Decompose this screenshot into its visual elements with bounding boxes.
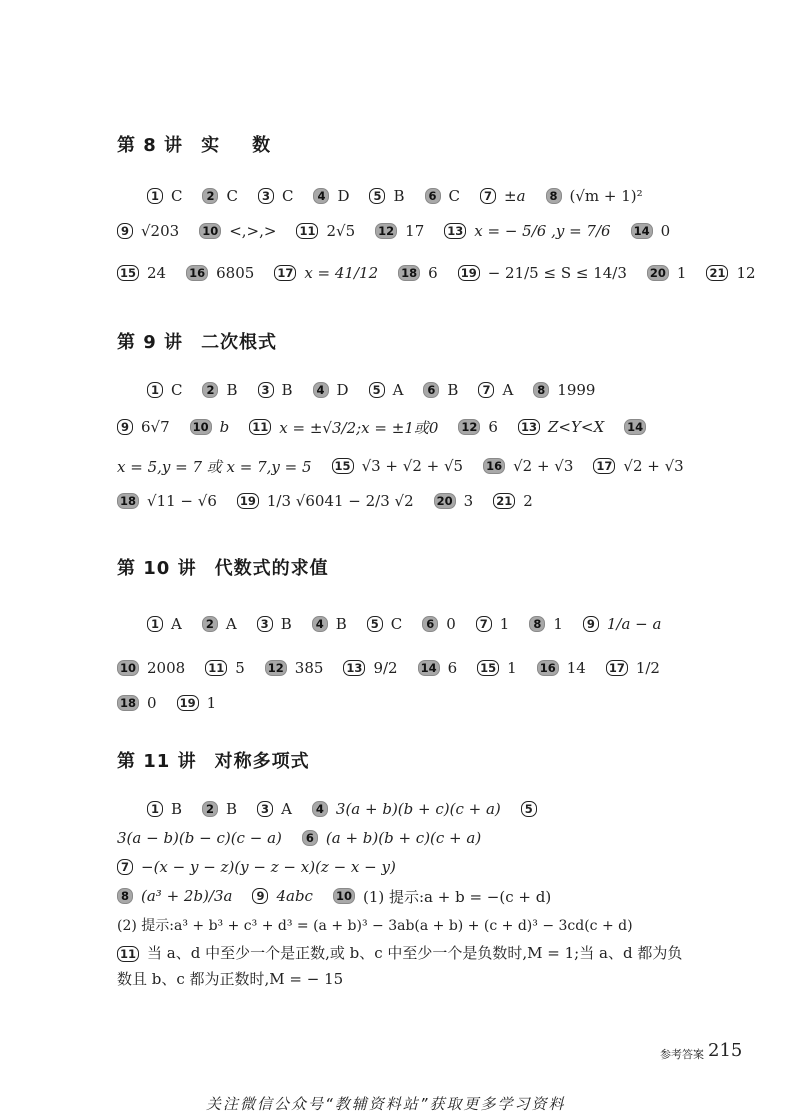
s10-q11-answer: 5 xyxy=(235,659,245,677)
s10-q9-answer: 1/a − a xyxy=(606,615,662,633)
s8-line-3 xyxy=(117,256,756,290)
s9-q6-number: 6 xyxy=(423,382,439,398)
s11-q1-number: 1 xyxy=(147,801,163,817)
s8-q11-number: 11 xyxy=(296,223,318,239)
section-10-number: 第 10 讲 xyxy=(117,558,197,579)
s11-q10-answer-part2: (2) 提示:a³ + b³ + c³ + d³ = (a + b)³ − 3ab(a + b) + (c + d)³ − 3cd(c + d) xyxy=(117,918,633,934)
s9-q8-answer: 1999 xyxy=(557,381,596,399)
s11-q6-number: 6 xyxy=(302,830,318,846)
s10-q19-number: 19 xyxy=(177,695,199,711)
s10-q9-number: 9 xyxy=(583,616,599,632)
s11-q9-number: 9 xyxy=(252,888,268,904)
s11-line-5 xyxy=(117,908,633,942)
s9-q10-number: 10 xyxy=(190,419,212,435)
s9-q16-answer: √2 + √3 xyxy=(513,457,574,475)
s10-line-1 xyxy=(117,607,661,641)
s11-q10-number: 10 xyxy=(333,888,355,904)
s8-q7-number: 7 xyxy=(480,188,496,204)
s8-q15-number: 15 xyxy=(117,265,139,281)
s10-q13-number: 13 xyxy=(343,660,365,676)
s9-q20-number: 20 xyxy=(434,493,456,509)
s9-q18-number: 18 xyxy=(117,493,139,509)
s11-q10-answer-part1: (1) 提示:a + b = −(c + d) xyxy=(362,887,552,906)
s11-q11-answer: 当 a、d 中至少一个是正数,或 b、c 中至少一个是负数时,M = 1;当 a、d 都为负数且 b、c 都为正数时,M = − 15 xyxy=(117,944,683,988)
s9-q15-answer: √3 + √2 + √5 xyxy=(361,457,464,475)
s10-q12-number: 12 xyxy=(265,660,287,676)
section-8-name-1: 实 xyxy=(201,135,221,156)
section-11-name: 对称多项式 xyxy=(214,751,310,772)
s10-q14-number: 14 xyxy=(418,660,440,676)
s8-q12-answer: 17 xyxy=(405,222,425,240)
s9-q4-number: 4 xyxy=(313,382,329,398)
s10-q19-answer: 1 xyxy=(206,694,217,712)
s10-q15-answer: 1 xyxy=(507,659,517,677)
section-9-title xyxy=(117,328,277,354)
s9-q17-number: 17 xyxy=(593,458,615,474)
s11-q1-answer: B xyxy=(171,800,183,818)
s9-q3-answer: B xyxy=(281,381,293,399)
s11-q5-number: 5 xyxy=(521,801,537,817)
s10-line-3 xyxy=(117,686,216,720)
section-11-title xyxy=(117,747,310,773)
section-8-name-2: 数 xyxy=(252,135,272,156)
s8-q14-answer: 0 xyxy=(660,222,671,240)
s10-q10-number: 10 xyxy=(117,660,139,676)
s8-q19-answer: − 21/5 ≤ S ≤ 14/3 xyxy=(487,264,627,282)
s8-q18-answer: 6 xyxy=(428,264,438,282)
s10-line-2 xyxy=(117,651,660,685)
s11-q8-answer: (a³ + 2b)/3a xyxy=(141,887,233,905)
s8-q6-number: 6 xyxy=(425,188,441,204)
s8-q10-answer: <,>,> xyxy=(229,222,277,240)
s11-q2-answer: B xyxy=(226,800,238,818)
s9-q10-answer: b xyxy=(219,418,230,436)
s8-q17-number: 17 xyxy=(274,265,296,281)
s9-line-3 xyxy=(117,449,684,483)
s10-q8-answer: 1 xyxy=(553,615,563,633)
s9-q13-answer: Z<Y<X xyxy=(547,418,605,436)
s10-q3-answer: B xyxy=(280,615,292,633)
s8-q17-answer: x = 41/12 xyxy=(304,264,379,282)
s9-q1-number: 1 xyxy=(147,382,163,398)
section-8-number: 第 8 讲 xyxy=(117,135,184,156)
s8-q9-answer: √203 xyxy=(141,222,180,240)
s10-q13-answer: 9/2 xyxy=(373,659,398,677)
s9-q3-number: 3 xyxy=(258,382,274,398)
section-9-number: 第 9 讲 xyxy=(117,332,184,353)
s11-q7-answer: −(x − y − z)(y − z − x)(z − x − y) xyxy=(141,858,396,876)
s8-q2-answer: C xyxy=(226,187,238,205)
s11-q11-block xyxy=(117,940,687,992)
s8-q8-answer: (√m + 1)² xyxy=(569,187,643,205)
s9-q20-answer: 3 xyxy=(463,492,474,510)
s9-q16-number: 16 xyxy=(483,458,505,474)
s8-q3-number: 3 xyxy=(258,188,274,204)
section-8-title xyxy=(117,131,271,157)
section-11-number: 第 11 讲 xyxy=(117,751,197,772)
s11-q2-number: 2 xyxy=(202,801,218,817)
s8-q8-number: 8 xyxy=(546,188,562,204)
s9-q12-number: 12 xyxy=(458,419,480,435)
s8-q21-number: 21 xyxy=(706,265,728,281)
s8-q11-answer: 2√5 xyxy=(326,222,356,240)
s8-q20-number: 20 xyxy=(647,265,669,281)
s8-q1-answer: C xyxy=(171,187,183,205)
s8-q4-number: 4 xyxy=(313,188,329,204)
s8-q4-answer: D xyxy=(337,187,350,205)
s8-q16-answer: 6805 xyxy=(216,264,255,282)
s8-q5-number: 5 xyxy=(369,188,385,204)
s8-q12-number: 12 xyxy=(375,223,397,239)
s10-q1-answer: A xyxy=(171,615,182,633)
s11-q6-answer: (a + b)(b + c)(c + a) xyxy=(325,829,482,847)
s9-q1-answer: C xyxy=(171,381,183,399)
s8-q13-number: 13 xyxy=(444,223,466,239)
s8-q10-number: 10 xyxy=(199,223,221,239)
s9-q8-number: 8 xyxy=(533,382,549,398)
s8-q13-answer: x = − 5/6 ,y = 7/6 xyxy=(474,222,611,240)
s10-q5-number: 5 xyxy=(367,616,383,632)
section-10-name: 代数式的求值 xyxy=(214,558,329,579)
s10-q7-answer: 1 xyxy=(499,615,510,633)
page-number: 215 xyxy=(708,1040,743,1061)
s9-q13-number: 13 xyxy=(518,419,540,435)
s10-q18-number: 18 xyxy=(117,695,139,711)
s8-q6-answer: C xyxy=(448,187,460,205)
s9-q21-answer: 2 xyxy=(523,492,533,510)
s10-q2-number: 2 xyxy=(202,616,218,632)
s10-q16-number: 16 xyxy=(537,660,559,676)
s9-q14-number: 14 xyxy=(624,419,646,435)
s8-line-1 xyxy=(117,179,643,213)
s9-q12-answer: 6 xyxy=(488,418,498,436)
s9-q11-number: 11 xyxy=(249,419,271,435)
s8-q16-number: 16 xyxy=(186,265,208,281)
s10-q3-number: 3 xyxy=(257,616,273,632)
s8-q20-answer: 1 xyxy=(676,264,687,282)
s10-q14-answer: 6 xyxy=(447,659,458,677)
s11-q3-answer: A xyxy=(281,800,292,818)
s8-q14-number: 14 xyxy=(631,223,653,239)
s11-q5-answer: 3(a − b)(b − c)(c − a) xyxy=(117,829,282,847)
s11-q3-number: 3 xyxy=(257,801,273,817)
s9-q5-answer: A xyxy=(392,381,404,399)
s9-q5-number: 5 xyxy=(369,382,385,398)
s9-q17-answer: √2 + √3 xyxy=(623,457,684,475)
s9-line-2 xyxy=(117,410,654,444)
s9-q18-answer: √11 − √6 xyxy=(147,492,217,510)
s9-q7-answer: A xyxy=(502,381,514,399)
s9-q7-number: 7 xyxy=(478,382,494,398)
watermark-text: 关注微信公众号“教辅资料站”获取更多学习资料 xyxy=(206,1095,566,1113)
s10-q18-answer: 0 xyxy=(147,694,157,712)
section-9-name: 二次根式 xyxy=(201,332,278,353)
s9-q2-number: 2 xyxy=(202,382,218,398)
s11-q9-answer: 4abc xyxy=(276,887,313,905)
s9-q21-number: 21 xyxy=(493,493,515,509)
s8-q2-number: 2 xyxy=(202,188,218,204)
s10-q17-answer: 1/2 xyxy=(635,659,660,677)
s8-q18-number: 18 xyxy=(398,265,420,281)
s8-q7-answer: ±a xyxy=(504,187,526,205)
s11-q8-number: 8 xyxy=(117,888,133,904)
s10-q8-number: 8 xyxy=(529,616,545,632)
s10-q7-number: 7 xyxy=(476,616,492,632)
s10-q15-number: 15 xyxy=(477,660,499,676)
s8-q19-number: 19 xyxy=(458,265,480,281)
s9-q2-answer: B xyxy=(226,381,238,399)
s9-q4-answer: D xyxy=(336,381,349,399)
s10-q6-answer: 0 xyxy=(446,615,456,633)
s10-q2-answer: A xyxy=(225,615,237,633)
s9-q14-answer: x = 5,y = 7 或 x = 7,y = 5 xyxy=(117,457,312,476)
s10-q17-number: 17 xyxy=(606,660,628,676)
s8-q5-answer: B xyxy=(393,187,405,205)
footer-section-label: 参考答案 xyxy=(660,1048,704,1061)
s10-q1-number: 1 xyxy=(147,616,163,632)
s8-q21-answer: 12 xyxy=(736,264,756,282)
s8-q15-answer: 24 xyxy=(147,264,167,282)
s10-q4-answer: B xyxy=(335,615,347,633)
s9-q11-answer: x = ±√3/2;x = ±1或0 xyxy=(279,418,439,437)
s10-q4-number: 4 xyxy=(312,616,328,632)
section-10-title xyxy=(117,554,329,580)
s9-q9-answer: 6√7 xyxy=(141,418,170,436)
s10-q6-number: 6 xyxy=(422,616,438,632)
s11-q11-number: 11 xyxy=(117,946,139,962)
s11-q4-answer: 3(a + b)(b + c)(c + a) xyxy=(335,800,501,818)
s8-q9-number: 9 xyxy=(117,223,133,239)
s11-q4-number: 4 xyxy=(312,801,328,817)
s9-line-1 xyxy=(117,373,595,407)
s10-q5-answer: C xyxy=(390,615,403,633)
s10-q10-answer: 2008 xyxy=(147,659,186,677)
s10-q16-answer: 14 xyxy=(566,659,586,677)
s9-q19-answer: 1/3 √6041 − 2/3 √2 xyxy=(266,492,414,510)
s11-q7-number: 7 xyxy=(117,859,133,875)
s9-q6-answer: B xyxy=(447,381,459,399)
s9-q9-number: 9 xyxy=(117,419,133,435)
s10-q12-answer: 385 xyxy=(294,659,324,677)
s9-line-4 xyxy=(117,484,533,518)
s8-q3-answer: C xyxy=(281,187,294,205)
s9-q19-number: 19 xyxy=(237,493,259,509)
s9-q15-number: 15 xyxy=(332,458,354,474)
s10-q11-number: 11 xyxy=(205,660,227,676)
s8-q1-number: 1 xyxy=(147,188,163,204)
s8-line-2 xyxy=(117,214,670,248)
